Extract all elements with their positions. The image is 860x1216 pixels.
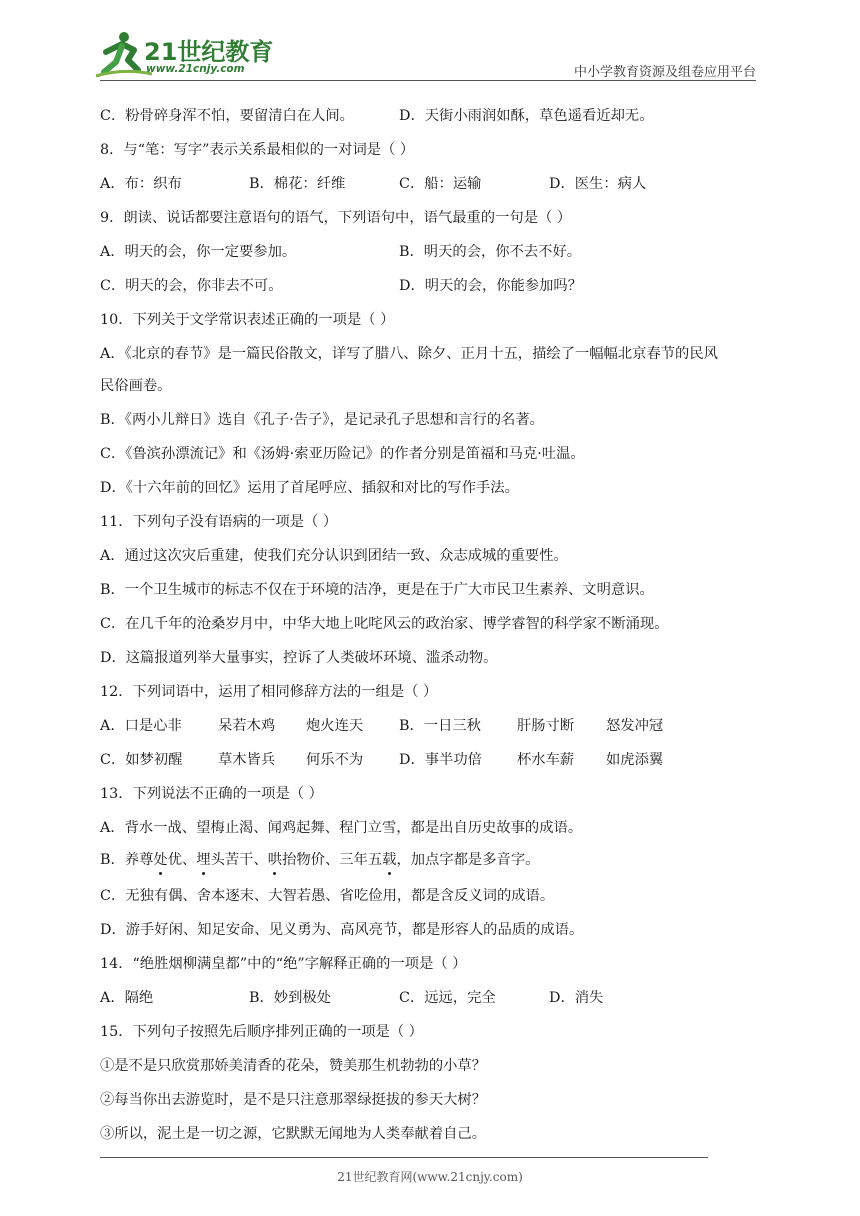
logo-title: 21世纪教育	[144, 38, 274, 66]
q13-option-d: D．游手好闲、知足安命、见义勇为、高风亮节，都是形容人的品质的成语。	[100, 922, 584, 938]
q10-option-a-line2: 民俗画卷。	[100, 378, 172, 394]
q8-option-b: B．棉花：纤维	[249, 176, 346, 192]
q12-option-c-word2: 草木皆兵	[218, 752, 276, 768]
q15-stem: 15．下列句子按照先后顺序排列正确的一项是（ ）	[100, 1024, 423, 1040]
q13-b-dotted-char: 处	[153, 852, 168, 868]
q10-stem: 10．下列关于文学常识表述正确的一项是（ ）	[100, 312, 395, 328]
page-header	[0, 0, 860, 84]
q9-option-b: B．明天的会，你不去不好。	[399, 244, 582, 260]
q12-option-a-word3: 炮火连天	[306, 718, 364, 734]
q14-option-b: B．妙到极处	[249, 990, 331, 1006]
q14-stem: 14．“绝胜烟柳满皇都”中的“绝”字解释正确的一项是（ ）	[100, 956, 467, 972]
q10-option-d: D．《十六年前的回忆》运用了首尾呼应、插叙和对比的写作手法。	[100, 480, 519, 496]
q8-option-a: A．布：织布	[100, 176, 182, 192]
q12-option-b-word2: 肝肠寸断	[517, 718, 575, 734]
q12-stem: 12．下列词语中，运用了相同修辞方法的一组是（ ）	[100, 684, 438, 700]
q12-option-d-word1: D．事半功倍	[399, 752, 482, 768]
logo	[94, 30, 274, 80]
header-divider	[100, 80, 756, 81]
q15-sentence-3: ③所以，泥土是一切之源，它默默无闻地为人类奉献着自己。	[100, 1126, 487, 1142]
q13-b-part: 抬物价、三年五	[282, 852, 383, 868]
q8-option-c: C．船：运输	[399, 176, 482, 192]
q13-b-part: 优、	[167, 852, 197, 868]
q11-option-c: C．在几千年的沧桑岁月中，中华大地上叱咤风云的政治家、博学睿智的科学家不断涌现。	[100, 616, 669, 632]
q12-option-b-word3: 怒发冲冠	[606, 718, 664, 734]
q10-option-b: B．《两小儿辩日》选自《孔子·告子》，是记录孔子思想和言行的名著。	[100, 412, 544, 428]
q13-b-dotted-char: 载	[382, 852, 397, 868]
q13-stem: 13．下列说法不正确的一项是（ ）	[100, 786, 323, 802]
q12-option-c-word3: 何乐不为	[306, 752, 364, 768]
page-footer: 21世纪教育网(www.21cnjy.com)	[337, 1170, 523, 1184]
q15-sentence-1: ①是不是只欣赏那娇美清香的花朵，赞美那生机勃勃的小草？	[100, 1058, 487, 1074]
q11-option-a: A．通过这次灾后重建，使我们充分认识到团结一致、众志成城的重要性。	[100, 548, 568, 564]
q12-option-d-word3: 如虎添翼	[606, 752, 664, 768]
footer-divider	[100, 1157, 708, 1158]
q13-b-dotted-char: 哄	[267, 852, 283, 868]
q7-option-c: C．粉骨碎身浑不怕，要留清白在人间。	[100, 108, 354, 124]
q11-option-d: D．这篇报道列举大量事实，控诉了人类破坏环境、滥杀动物。	[100, 650, 498, 666]
q11-stem: 11．下列句子没有语病的一项是（ ）	[100, 514, 338, 530]
q9-option-a: A．明天的会，你一定要参加。	[100, 244, 297, 260]
q9-option-c: C．明天的会，你非去不可。	[100, 278, 283, 294]
q9-stem: 9．朗读、说话都要注意语句的语气，下列语句中，语气最重的一句是（ ）	[100, 210, 572, 226]
q7-option-d: D．天街小雨润如酥，草色遥看近却无。	[399, 108, 654, 124]
q12-option-a-word1: A．口是心非	[100, 718, 182, 734]
q14-option-d: D．消失	[549, 990, 604, 1006]
logo-url: www.21cnjy.com	[146, 63, 245, 75]
platform-name: 中小学教育资源及组卷应用平台	[573, 65, 756, 80]
q13-b-dotted-char: 埋	[196, 852, 211, 868]
q14-option-a: A．隔绝	[100, 990, 154, 1006]
q15-sentence-2: ②每当你出去游览时，是不是只注意那翠绿挺拔的参天大树？	[100, 1092, 487, 1108]
q13-b-part: B．养尊	[100, 852, 154, 868]
q12-option-a-word2: 呆若木鸡	[218, 718, 276, 734]
q12-option-d-word2: 杯水车薪	[517, 752, 575, 768]
q13-option-b	[100, 850, 539, 870]
q10-option-a-line1: A．《北京的春节》是一篇民俗散文，详写了腊八、除夕、正月十五，描绘了一幅幅北京春节的民风	[100, 346, 718, 362]
q13-b-part: 头苦干、	[210, 852, 268, 868]
q13-option-a: A．背水一战、望梅止渴、闻鸡起舞、程门立雪，都是出自历史故事的成语。	[100, 820, 583, 836]
q8-option-d: D．医生：病人	[549, 176, 647, 192]
q12-option-c-word1: C．如梦初醒	[100, 752, 183, 768]
q14-option-c: C．远远，完全	[399, 990, 496, 1006]
q9-option-d: D．明天的会，你能参加吗？	[399, 278, 583, 294]
q12-option-b-word1: B．一日三秋	[399, 718, 481, 734]
q10-option-c: C．《鲁滨孙漂流记》和《汤姆·索亚历险记》的作者分别是笛福和马克·吐温。	[100, 446, 585, 462]
q11-option-b: B．一个卫生城市的标志不仅在于环境的洁净，更是在于广大市民卫生素养、文明意识。	[100, 582, 654, 598]
q8-stem: 8．与“笔：写字”表示关系最相似的一对词是（ ）	[100, 142, 415, 158]
q13-b-part: ，加点字都是多音字。	[396, 852, 540, 868]
q13-option-c: C．无独有偶、舍本逐末、大智若愚、省吃俭用，都是含反义词的成语。	[100, 888, 555, 904]
